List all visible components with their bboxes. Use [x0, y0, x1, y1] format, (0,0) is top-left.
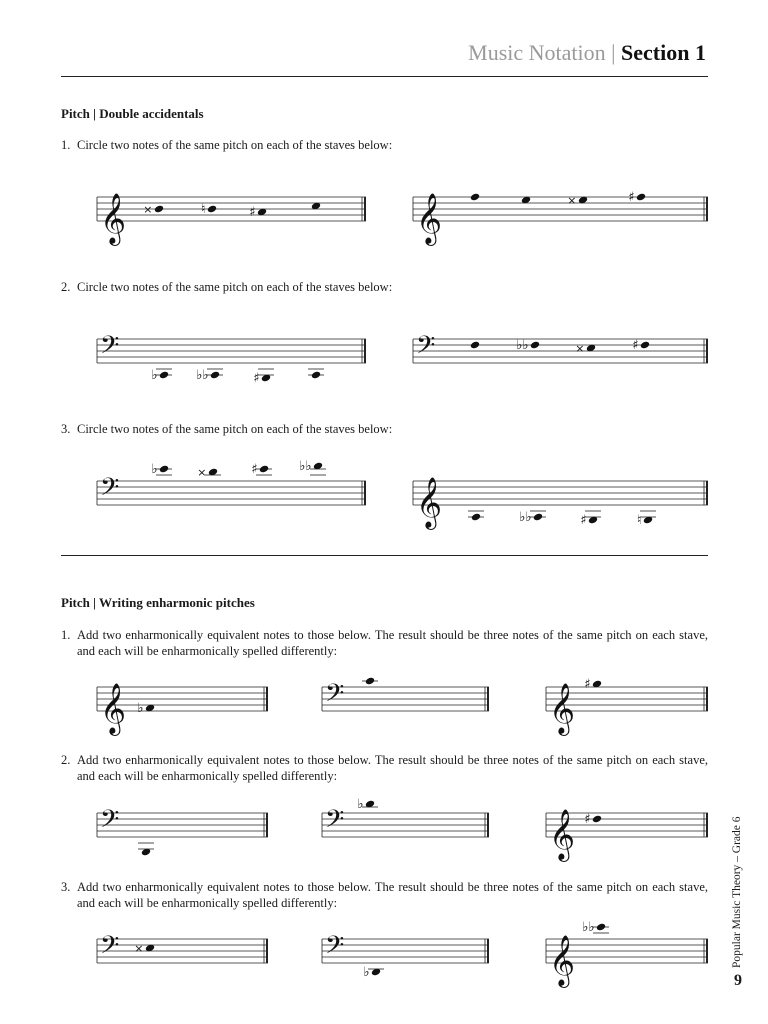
bass-clef-icon: 𝄢: [100, 931, 120, 966]
dsharp-accidental-icon: ×: [197, 466, 207, 479]
notehead: [640, 341, 650, 350]
notehead: [533, 513, 543, 522]
staff-treble: [413, 477, 708, 530]
question-number: 2.: [61, 753, 71, 767]
section-title-double-accidentals: Pitch | Double accidentals: [61, 106, 204, 121]
question-number: 3.: [61, 880, 71, 894]
dsharp-accidental-icon: ×: [134, 942, 144, 955]
dsharp-accidental-icon: ×: [575, 342, 585, 355]
header-subject: Music Notation: [468, 40, 606, 65]
notehead: [471, 513, 481, 522]
flat-accidental-icon: ♭: [151, 462, 158, 477]
sharp-accidental-icon: ♯: [632, 338, 639, 353]
question-number: 1.: [61, 628, 71, 642]
header-separator: |: [611, 40, 616, 65]
dflat-accidental-icon: ♭♭: [582, 920, 595, 935]
flat-accidental-icon: ♭: [151, 368, 158, 383]
notehead: [259, 465, 269, 474]
page-number: 9: [734, 972, 742, 989]
question-text: Add two enharmonically equivalent notes to those below. The result should be three notes of the same pitch on each stave, and each will be enharmonically spelled differently:: [77, 753, 708, 783]
sharp-accidental-icon: ♯: [249, 205, 256, 220]
flat-accidental-icon: ♭: [137, 701, 144, 716]
section-title-enharmonic-pitches: Pitch | Writing enharmonic pitches: [61, 595, 255, 610]
notehead: [365, 677, 375, 686]
notehead: [470, 341, 480, 350]
treble-clef-icon: 𝄞: [416, 477, 443, 528]
question-text: Circle two notes of the same pitch on each of the staves below:: [77, 138, 393, 152]
staff-bass: [97, 459, 366, 508]
dflat-accidental-icon: ♭♭: [516, 338, 529, 353]
notehead: [530, 341, 540, 350]
treble-clef-icon: 𝄞: [100, 683, 127, 734]
sharp-accidental-icon: ♯: [253, 371, 260, 386]
question-text: Add two enharmonically equivalent notes to those below. The result should be three notes of the same pitch on each stave, and each will be enharmonically spelled differently:: [77, 880, 708, 910]
dflat-accidental-icon: ♭♭: [519, 510, 532, 525]
treble-clef-icon: 𝄞: [549, 809, 576, 860]
notehead: [311, 371, 321, 380]
question-text: Circle two notes of the same pitch on each of the staves below:: [77, 280, 393, 294]
dflat-accidental-icon: ♭♭: [196, 368, 209, 383]
sharp-accidental-icon: ♯: [580, 513, 587, 528]
question-text: Circle two notes of the same pitch on each of the staves below:: [77, 422, 393, 436]
staff-bass: [322, 931, 489, 980]
staff-bass: [413, 331, 708, 366]
staff-treble: [97, 193, 366, 246]
sharp-accidental-icon: ♯: [584, 677, 591, 692]
notehead: [154, 205, 164, 214]
header-section: Section 1: [621, 40, 706, 65]
bass-clef-icon: 𝄢: [325, 805, 345, 840]
notehead: [592, 815, 602, 824]
notehead: [636, 193, 646, 202]
sharp-accidental-icon: ♯: [584, 812, 591, 827]
staff-treble: [546, 920, 708, 988]
notehead: [207, 205, 217, 214]
dflat-accidental-icon: ♭♭: [299, 459, 312, 474]
bass-clef-icon: 𝄢: [416, 331, 436, 366]
treble-clef-icon: 𝄞: [416, 193, 443, 244]
notehead: [159, 465, 169, 474]
notehead: [596, 923, 606, 932]
staff-treble: [546, 809, 708, 862]
staff-treble: [97, 683, 268, 736]
treble-clef-icon: 𝄞: [100, 193, 127, 244]
bass-clef-icon: 𝄢: [100, 473, 120, 508]
staff-bass: [97, 805, 268, 856]
staff-bass: [322, 677, 489, 714]
staff-treble: [546, 677, 708, 736]
staff-bass: [322, 797, 489, 840]
sharp-accidental-icon: ♯: [251, 462, 258, 477]
treble-clef-icon: 𝄞: [549, 683, 576, 734]
natural-accidental-icon: ♮: [200, 202, 206, 217]
dsharp-accidental-icon: ×: [567, 194, 577, 207]
staff-bass: [97, 931, 268, 966]
staff-bass: [97, 331, 366, 386]
staff-treble: [413, 190, 708, 246]
notehead: [470, 193, 480, 202]
bass-clef-icon: 𝄢: [325, 679, 345, 714]
flat-accidental-icon: ♭: [357, 797, 364, 812]
dsharp-accidental-icon: ×: [143, 203, 153, 216]
question-number: 2.: [61, 280, 71, 294]
notehead: [159, 371, 169, 380]
bass-clef-icon: 𝄢: [325, 931, 345, 966]
book-title-footer: Popular Music Theory – Grade 6: [731, 816, 743, 968]
bass-clef-icon: 𝄢: [100, 331, 120, 366]
bass-clef-icon: 𝄢: [100, 805, 120, 840]
treble-clef-icon: 𝄞: [549, 935, 576, 986]
flat-accidental-icon: ♭: [363, 965, 370, 980]
natural-accidental-icon: ♮: [636, 513, 642, 528]
notehead: [210, 371, 220, 380]
question-number: 1.: [61, 138, 71, 152]
question-number: 3.: [61, 422, 71, 436]
question-text: Add two enharmonically equivalent notes to those below. The result should be three notes of the same pitch on each stave, and each will be enharmonically spelled differently:: [77, 628, 708, 658]
sharp-accidental-icon: ♯: [628, 190, 635, 205]
